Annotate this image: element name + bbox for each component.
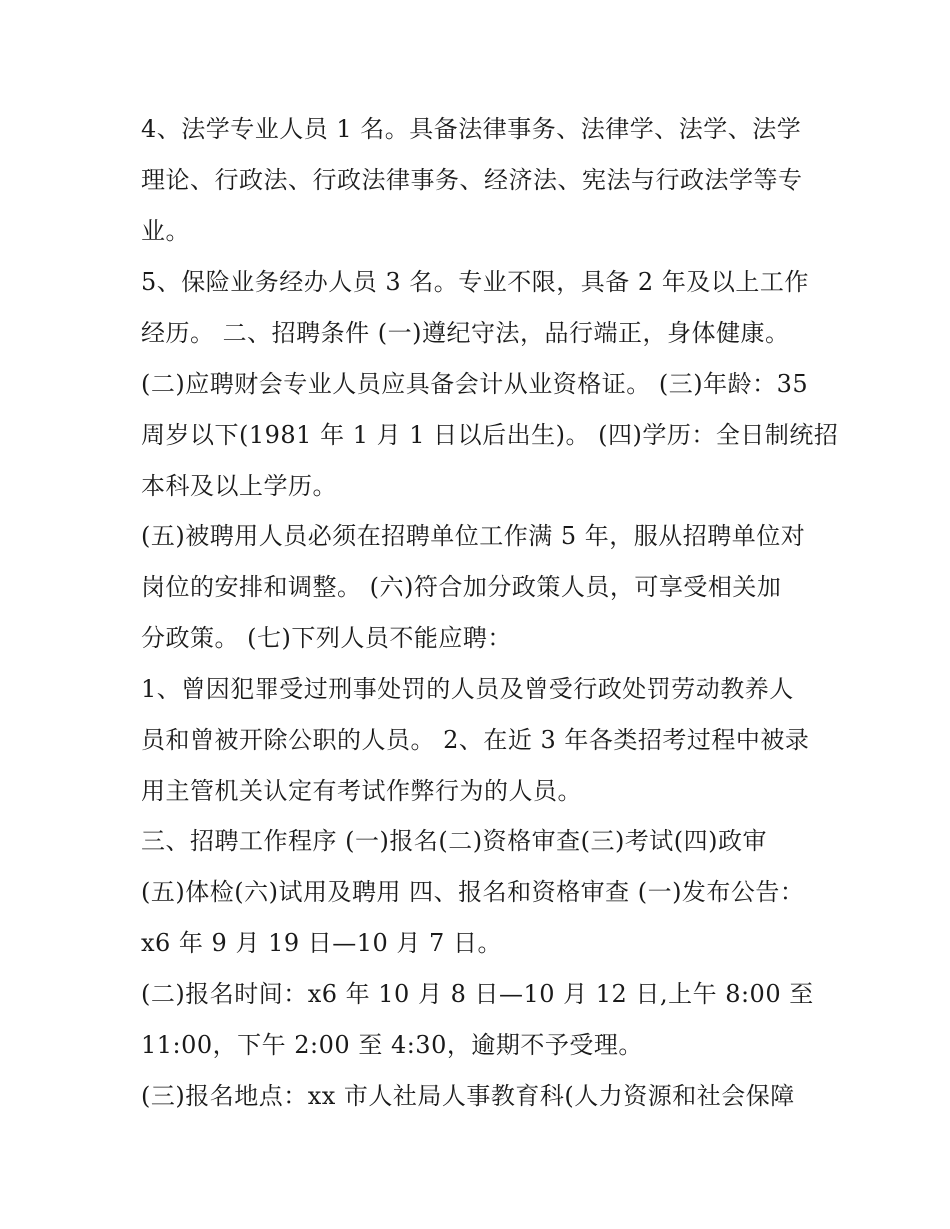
text-line: 5、保险业务经办人员 3 名。专业不限，具备 2 年及以上工作 xyxy=(141,268,809,296)
text-line: 本科及以上学历。 xyxy=(141,472,337,500)
text-line: 4、法学专业人员 1 名。具备法律事务、法律学、法学、法学 xyxy=(141,115,802,143)
text-line: 理论、行政法、行政法律事务、经济法、宪法与行政法学等专 xyxy=(141,166,803,194)
text-line: (五)体检(六)试用及聘用 四、报名和资格审查 (一)发布公告： xyxy=(141,878,805,906)
text-line: (五)被聘用人员必须在招聘单位工作满 5 年，服从招聘单位对 xyxy=(141,522,806,550)
text-line: (二)应聘财会专业人员应具备会计从业资格证。 (三)年龄：35 xyxy=(141,370,809,398)
text-line: 员和曾被开除公职的人员。 2、在近 3 年各类招考过程中被录 xyxy=(141,726,810,754)
text-line: 11:00，下午 2:00 至 4:30，逾期不予受理。 xyxy=(141,1031,643,1059)
text-line: 岗位的安排和调整。 (六)符合加分政策人员，可享受相关加 xyxy=(141,573,782,601)
text-line: 分政策。 (七)下列人员不能应聘： xyxy=(141,624,512,652)
text-line: (三)报名地点：xx 市人社局人事教育科(人力资源和社会保障 xyxy=(141,1082,795,1110)
text-line: 1、曾因犯罪受过刑事处罚的人员及曾受行政处罚劳动教养人 xyxy=(141,675,794,703)
text-line: 周岁以下(1981 年 1 月 1 日以后出生)。 (四)学历：全日制统招 xyxy=(141,421,839,449)
text-line: 业。 xyxy=(141,217,190,245)
text-line: 三、招聘工作程序 (一)报名(二)资格审查(三)考试(四)政审 xyxy=(141,827,768,855)
text-line: (二)报名时间：x6 年 10 月 8 日—10 月 12 日,上午 8:00 至 xyxy=(141,980,814,1008)
text-line: x6 年 9 月 19 日—10 月 7 日。 xyxy=(141,929,502,957)
text-line: 用主管机关认定有考试作弊行为的人员。 xyxy=(141,777,582,805)
text-line: 经历。 二、招聘条件 (一)遵纪守法，品行端正，身体健康。 xyxy=(141,319,790,347)
